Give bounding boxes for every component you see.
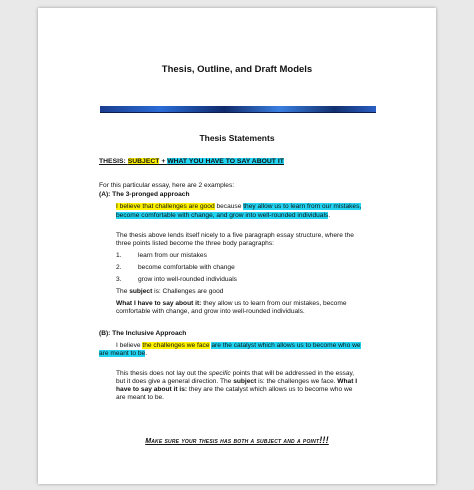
section-a-subject-highlight: I believe that challenges are good (116, 203, 215, 210)
intro-text: For this particular essay, here are 2 examples: (99, 182, 235, 189)
list-item (116, 264, 235, 272)
section-a-thesis-line2 (116, 212, 388, 220)
section-a-say-line2: comfortable with change, and grow into well-rounded individuals. (116, 308, 305, 315)
subject-label: subject (233, 378, 257, 385)
section-b-thesis-line2 (99, 350, 147, 358)
para-text: points that will be addressed in the essay, (230, 370, 355, 377)
section-a-heading: (A): The 3-pronged approach (99, 191, 190, 198)
thesis-rest: WHAT YOU HAVE TO SAY ABOUT IT (167, 158, 284, 165)
para-text: is: the challenges we face. (256, 378, 338, 385)
section-b-para-line3 (116, 386, 388, 394)
subject-label-prefix: The (116, 288, 130, 295)
section-b-para-line1 (116, 370, 388, 378)
para-italic: specific (208, 370, 231, 377)
section-a-say-line1 (116, 300, 388, 308)
section-b-subject-highlight: the challenges we face (142, 342, 210, 349)
list-item-text: become comfortable with change (138, 264, 235, 271)
say-label-end: have to say about it is: (116, 386, 188, 393)
section-b-heading: (B): The Inclusive Approach (99, 330, 187, 337)
list-item-number: 1. (116, 252, 122, 259)
section-b-para-line2 (116, 378, 388, 386)
section-a-point-highlight-1: they allow us to learn from our mistakes, (243, 203, 362, 210)
list-item-number: 3. (116, 276, 122, 283)
say-label-start: What I (337, 378, 358, 385)
section-b-para-line4: are meant to be. (116, 394, 165, 401)
thesis-prefix: THESIS: (99, 158, 128, 165)
list-item-text: learn from our mistakes (138, 252, 207, 259)
footer-text: Make sure your thesis has both a subject and a point (145, 438, 320, 445)
para-text: This thesis does not lay out the (116, 370, 209, 377)
footer-exclamations: !!! (319, 435, 329, 445)
section-b-point-highlight-2: are meant to be (99, 350, 146, 357)
say-label: What I have to say about it: (116, 300, 202, 307)
list-item-number: 2. (116, 264, 122, 271)
footer-reminder (38, 436, 436, 446)
list-item (116, 276, 237, 284)
section-a-period: . (328, 212, 331, 219)
document-title: Thesis, Outline, and Draft Models (161, 64, 313, 75)
section-a-subject-line (116, 288, 388, 296)
document-page (38, 8, 436, 484)
section-a-point-highlight-2: become comfortable with change, and grow into well-rounded individuals (116, 212, 329, 219)
section-title: Thesis Statements (199, 133, 275, 143)
list-item-text: grow into well-rounded individuals (138, 276, 237, 283)
list-item (116, 252, 207, 260)
para-text: they are the catalyst which allows us to become who we (187, 386, 353, 393)
section-a-para-line2: three points listed become the three body paragraphs: (116, 240, 274, 247)
section-b-period: . (145, 350, 148, 357)
subject-label: subject (129, 288, 153, 295)
section-b-thesis-line1 (116, 342, 388, 350)
section-a-thesis-line1 (116, 203, 388, 211)
section-a-para-line1: The thesis above lends itself nicely to a five paragraph essay structure, where the (116, 232, 354, 239)
thesis-formula (99, 158, 284, 166)
thesis-subject: SUBJECT (127, 158, 160, 165)
thesis-plus: + (159, 158, 168, 165)
decorative-rule (100, 106, 376, 113)
section-b-point-highlight-1: are the catalyst which allows us to become who we (211, 342, 361, 349)
say-value: they allow us to learn from our mistakes, become (201, 300, 347, 307)
section-b-i-believe: I believe (116, 342, 143, 349)
para-text: but it does give a general direction. The (116, 378, 234, 385)
section-a-because: because (214, 203, 244, 210)
subject-value: is: Challenges are good (152, 288, 224, 295)
